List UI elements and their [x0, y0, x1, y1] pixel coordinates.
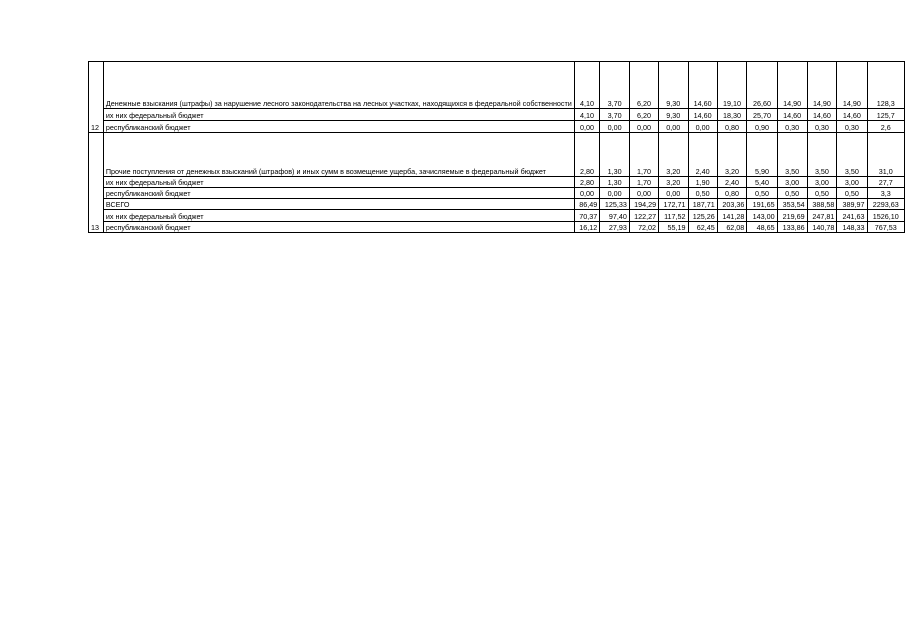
value-cell: 191,65 [747, 199, 777, 210]
value-cell: 133,86 [777, 222, 807, 233]
row-label-other-receipts: Прочие поступления от денежных взысканий (штрафов) и иных сумм в возмещение ущерба, зачисляемые в федеральный бюджет [103, 133, 574, 177]
value-cell: 0,50 [837, 188, 867, 199]
total-cell: 2,6 [867, 121, 905, 133]
value-cell: 0,80 [717, 121, 747, 133]
value-cell: 72,02 [629, 222, 658, 233]
value-cell: 389,97 [837, 199, 867, 210]
value-cell: 247,81 [807, 210, 837, 222]
value-cell: 5,40 [747, 177, 777, 188]
value-cell: 2,80 [574, 133, 599, 177]
value-cell: 0,30 [837, 121, 867, 133]
value-cell: 172,71 [659, 199, 688, 210]
row-number-12: 12 [89, 62, 104, 133]
table-row [89, 222, 905, 233]
value-cell: 0,80 [717, 188, 747, 199]
table-row-total [89, 199, 905, 210]
value-cell: 0,00 [629, 188, 658, 199]
value-cell: 27,93 [600, 222, 630, 233]
row-number-13: 13 [89, 133, 104, 233]
value-cell: 25,70 [747, 109, 777, 121]
value-cell: 3,20 [717, 133, 747, 177]
value-cell: 97,40 [600, 210, 630, 222]
value-cell: 14,90 [837, 62, 867, 109]
value-cell: 4,10 [574, 62, 599, 109]
value-cell: 5,90 [747, 133, 777, 177]
total-cell: 3,3 [867, 188, 905, 199]
value-cell: 117,52 [659, 210, 688, 222]
value-cell: 148,33 [837, 222, 867, 233]
value-cell: 1,70 [629, 177, 658, 188]
value-cell: 219,69 [777, 210, 807, 222]
value-cell: 3,00 [777, 177, 807, 188]
value-cell: 0,00 [600, 121, 630, 133]
table-row [89, 121, 905, 133]
value-cell: 3,50 [777, 133, 807, 177]
row-label-republican: республиканский бюджет [103, 121, 574, 133]
value-cell: 3,20 [659, 177, 688, 188]
value-cell: 0,00 [574, 188, 599, 199]
value-cell: 0,00 [600, 188, 630, 199]
value-cell: 3,20 [659, 133, 688, 177]
value-cell: 203,36 [717, 199, 747, 210]
value-cell: 48,65 [747, 222, 777, 233]
value-cell: 86,49 [574, 199, 599, 210]
value-cell: 3,70 [600, 62, 630, 109]
value-cell: 194,29 [629, 199, 658, 210]
value-cell: 6,20 [629, 62, 658, 109]
row-label-federal: их них федеральный бюджет [103, 177, 574, 188]
value-cell: 3,00 [837, 177, 867, 188]
value-cell: 14,60 [688, 62, 717, 109]
value-cell: 2,40 [717, 177, 747, 188]
value-cell: 2,40 [688, 133, 717, 177]
value-cell: 3,50 [807, 133, 837, 177]
value-cell: 62,08 [717, 222, 747, 233]
value-cell: 14,90 [777, 62, 807, 109]
value-cell: 16,12 [574, 222, 599, 233]
value-cell: 0,30 [777, 121, 807, 133]
value-cell: 125,33 [600, 199, 630, 210]
value-cell: 3,00 [807, 177, 837, 188]
row-label-federal: их них федеральный бюджет [103, 109, 574, 121]
value-cell: 3,50 [837, 133, 867, 177]
total-cell: 27,7 [867, 177, 905, 188]
value-cell: 140,78 [807, 222, 837, 233]
row-label-fines-forest: Денежные взыскания (штрафы) за нарушение лесного законодательства на лесных участках, находящихся в федеральной собственности [103, 62, 574, 109]
total-cell: 767,53 [867, 222, 905, 233]
value-cell: 2,80 [574, 177, 599, 188]
value-cell: 1,90 [688, 177, 717, 188]
value-cell: 9,30 [659, 109, 688, 121]
value-cell: 241,63 [837, 210, 867, 222]
value-cell: 62,45 [688, 222, 717, 233]
row-label-republican: республиканский бюджет [103, 188, 574, 199]
value-cell: 388,58 [807, 199, 837, 210]
value-cell: 0,00 [659, 121, 688, 133]
value-cell: 14,90 [807, 62, 837, 109]
table-row [89, 109, 905, 121]
value-cell: 143,00 [747, 210, 777, 222]
total-cell: 125,7 [867, 109, 905, 121]
value-cell: 0,50 [747, 188, 777, 199]
row-label-federal: их них федеральный бюджет [103, 210, 574, 222]
value-cell: 3,70 [600, 109, 630, 121]
total-cell: 128,3 [867, 62, 905, 109]
table-row [89, 177, 905, 188]
value-cell: 14,60 [777, 109, 807, 121]
value-cell: 9,30 [659, 62, 688, 109]
table-row [89, 188, 905, 199]
value-cell: 1,30 [600, 133, 630, 177]
row-label-republican: республиканский бюджет [103, 222, 574, 233]
value-cell: 187,71 [688, 199, 717, 210]
value-cell: 0,50 [777, 188, 807, 199]
total-cell: 31,0 [867, 133, 905, 177]
total-cell: 2293,63 [867, 199, 905, 210]
table-row-13 [89, 133, 905, 177]
value-cell: 0,50 [807, 188, 837, 199]
value-cell: 0,30 [807, 121, 837, 133]
value-cell: 14,60 [688, 109, 717, 121]
value-cell: 0,90 [747, 121, 777, 133]
budget-revenue-table [88, 61, 905, 233]
value-cell: 26,60 [747, 62, 777, 109]
value-cell: 14,60 [837, 109, 867, 121]
value-cell: 14,60 [807, 109, 837, 121]
value-cell: 19,10 [717, 62, 747, 109]
value-cell: 141,28 [717, 210, 747, 222]
value-cell: 18,30 [717, 109, 747, 121]
value-cell: 0,00 [659, 188, 688, 199]
total-cell: 1526,10 [867, 210, 905, 222]
value-cell: 1,70 [629, 133, 658, 177]
table-row-12 [89, 62, 905, 109]
value-cell: 55,19 [659, 222, 688, 233]
value-cell: 70,37 [574, 210, 599, 222]
value-cell: 125,26 [688, 210, 717, 222]
value-cell: 353,54 [777, 199, 807, 210]
value-cell: 0,00 [629, 121, 658, 133]
value-cell: 6,20 [629, 109, 658, 121]
value-cell: 0,00 [688, 121, 717, 133]
value-cell: 0,50 [688, 188, 717, 199]
table-row [89, 210, 905, 222]
value-cell: 4,10 [574, 109, 599, 121]
value-cell: 1,30 [600, 177, 630, 188]
value-cell: 0,00 [574, 121, 599, 133]
row-label-total: ВСЕГО [103, 199, 574, 210]
value-cell: 122,27 [629, 210, 658, 222]
